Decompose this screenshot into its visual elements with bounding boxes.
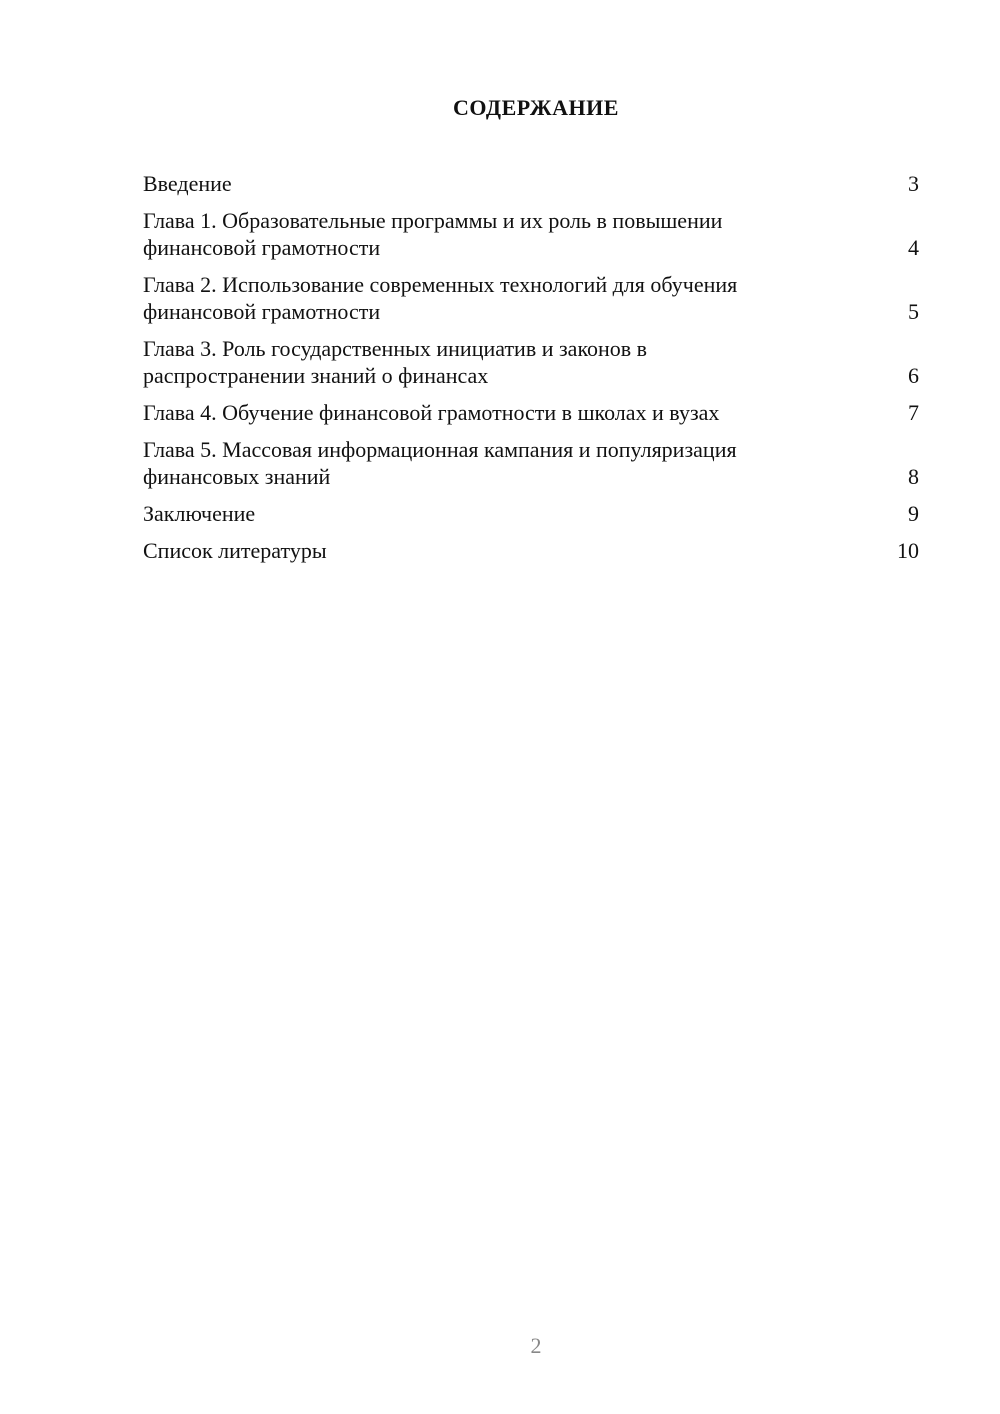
toc-entry-line: распространении знаний о финансах <box>143 363 489 388</box>
toc-entry-label <box>143 170 908 197</box>
toc-entry-page: 10 <box>897 538 919 563</box>
toc-entry-line: Глава 2. Использование современных технологий для обучения <box>143 272 738 297</box>
toc-entry-page: 6 <box>908 363 919 388</box>
toc-entry-line: Глава 3. Роль государственных инициатив и законов в <box>143 336 648 361</box>
toc-entry-references <box>143 537 919 564</box>
toc-entry-line: Глава 4. Обучение финансовой грамотности в школах и вузах <box>143 400 720 425</box>
toc-title: СОДЕРЖАНИЕ <box>453 95 619 120</box>
toc-entry-label <box>143 399 908 426</box>
toc-entry-page: 4 <box>908 235 919 260</box>
toc-entry-line: Глава 5. Массовая информационная кампания и популяризация <box>143 437 737 462</box>
toc-entry-chapter-1 <box>143 207 919 261</box>
toc-entry-page: 3 <box>908 171 919 196</box>
toc-entry-chapter-5 <box>143 436 919 490</box>
toc-entry-page: 7 <box>908 400 919 425</box>
toc-entry-line: финансовой грамотности <box>143 235 381 260</box>
toc-entry-page: 9 <box>908 501 919 526</box>
toc-entry-line: финансовых знаний <box>143 464 331 489</box>
toc-entry-line: Список литературы <box>143 538 327 563</box>
table-of-contents <box>143 170 919 574</box>
toc-entry-line: Введение <box>143 171 232 196</box>
toc-entry-page: 5 <box>908 299 919 324</box>
toc-entry-label <box>143 537 897 564</box>
page-number: 2 <box>530 1333 542 1358</box>
toc-entry-conclusion <box>143 500 919 527</box>
toc-entry-line: Заключение <box>143 501 256 526</box>
toc-entry-introduction <box>143 170 919 197</box>
toc-entry-label <box>143 271 908 325</box>
toc-entry-chapter-2 <box>143 271 919 325</box>
toc-entry-page: 8 <box>908 464 919 489</box>
toc-entry-label <box>143 207 908 261</box>
toc-entry-line: Глава 1. Образовательные программы и их роль в повышении <box>143 208 723 233</box>
toc-entry-label <box>143 436 908 490</box>
toc-entry-label <box>143 335 908 389</box>
toc-entry-line: финансовой грамотности <box>143 299 381 324</box>
toc-entry-chapter-3 <box>143 335 919 389</box>
toc-entry-label <box>143 500 908 527</box>
toc-entry-chapter-4 <box>143 399 919 426</box>
